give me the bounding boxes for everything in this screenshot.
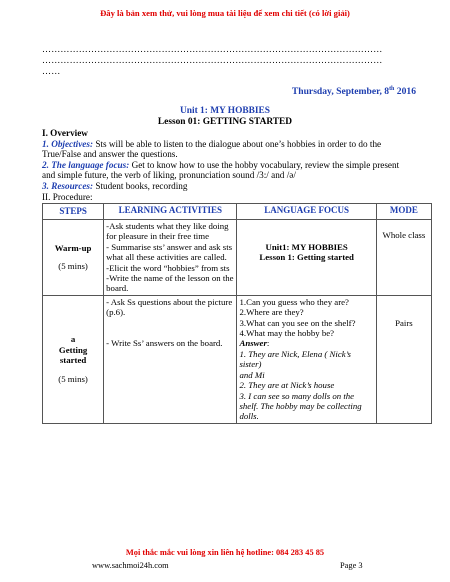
lesson-date (292, 86, 416, 97)
answer-item: 1. They are Nick, Elena ( Nick’s sister) (239, 348, 351, 370)
step-name: Warm-up (54, 243, 92, 254)
getting-started-step-cell (43, 295, 104, 423)
header-language-focus: LANGUAGE FOCUS (237, 204, 376, 220)
answer-label: Answer (239, 338, 267, 349)
language-focus-paragraph (42, 160, 414, 181)
unit-title: Unit 1: MY HOBBIES (179, 106, 271, 116)
question-item: 2.Where are they? (239, 307, 304, 318)
warmup-activities-cell (104, 220, 237, 296)
question-item: 1.Can you guess who they are? (239, 296, 349, 307)
answer-item: 3. I can see so many dolls on the shelf. The hobby may be collecting dolls. (239, 390, 362, 422)
activity-item: -Ask students what they like doing for pleasure in their free time (106, 221, 229, 242)
answer-item: 2. They are at Nick’s house (239, 380, 335, 391)
question-item: 3.What can you see on the shelf? (239, 317, 356, 328)
dotted-line-2: ………………………………………………………………………………………………… (42, 55, 383, 65)
procedure-table (42, 203, 432, 424)
table-row (43, 220, 432, 296)
resources-text: Student books, recording (93, 180, 188, 191)
activity-item: -Write the name of the lesson on the board. (106, 273, 234, 294)
activity-item: - Write Ss’ answers on the board. (106, 337, 223, 348)
header-mode: MODE (376, 204, 431, 220)
getting-started-focus-cell (237, 295, 376, 423)
date-ordinal-suffix: th (389, 86, 395, 92)
resources-paragraph (42, 181, 414, 192)
step-time: (5 mins) (58, 261, 88, 272)
getting-started-activities-cell (104, 295, 237, 423)
objectives-paragraph (42, 139, 414, 160)
objectives-label: 1. Objectives: (42, 138, 94, 149)
dotted-line-3: …… (42, 66, 61, 76)
step-letter: a (70, 334, 76, 345)
focus-lesson: Lesson 1: Getting started (259, 252, 354, 263)
language-focus-text: Get to know how to use the hobby vocabulary, review the simple present and simple future, the verb of liking, pronunciation sound /3:/ and /ə/ (42, 159, 400, 181)
lesson-title: Lesson 01: GETTING STARTED (157, 117, 293, 127)
website-link[interactable]: www.sachmoi24h.com (92, 561, 169, 570)
warmup-focus-cell (237, 220, 376, 296)
procedure-heading: II. Procedure: (42, 191, 93, 202)
overview-section (42, 128, 414, 202)
overview-heading: I. Overview (42, 128, 88, 138)
page-number: Page 3 (340, 561, 363, 570)
warmup-mode-cell: Whole class (376, 220, 431, 296)
resources-label: 3. Resources: (42, 180, 94, 191)
getting-started-mode-cell: Pairs (376, 295, 431, 423)
focus-unit: Unit1: MY HOBBIES (265, 242, 348, 252)
table-row (43, 295, 432, 423)
header-steps: STEPS (43, 204, 104, 220)
dotted-line-1: ………………………………………………………………………………………………… (42, 44, 383, 54)
step-time: (5 mins) (58, 373, 88, 384)
objectives-text: Sts will be able to listen to the dialogue about one’s hobbies in order to do the True/False and answer the questions. (42, 138, 382, 160)
header-learning-activities: LEARNING ACTIVITIES (104, 204, 237, 220)
table-header-row (43, 204, 432, 220)
answer-label-line: Answer: (239, 338, 270, 349)
date-year: 2016 (394, 86, 416, 98)
answer-item: and Mi (239, 369, 265, 380)
language-focus-label: 2. The language focus: (42, 159, 130, 170)
question-item: 4.What may the hobby be? (239, 328, 335, 339)
warmup-step-cell (43, 220, 104, 296)
activity-item: - Ask Ss questions about the picture (p.6). (106, 296, 233, 318)
activity-item: -Elicit the word “hobbies” from sts (106, 262, 230, 273)
preview-banner: Đây là bản xem thử, vui lòng mua tài liệu để xem chi tiết (có lời giải) (100, 8, 350, 18)
date-text: Thursday, September, 8 (291, 86, 390, 98)
step-name: Getting started (58, 344, 88, 366)
hotline-footer: Mọi thắc mắc vui lòng xin liên hệ hotline: 084 283 45 85 (125, 548, 325, 557)
activity-item: - Summarise sts’ answer and ask sts what all these activities are called. (106, 241, 233, 263)
